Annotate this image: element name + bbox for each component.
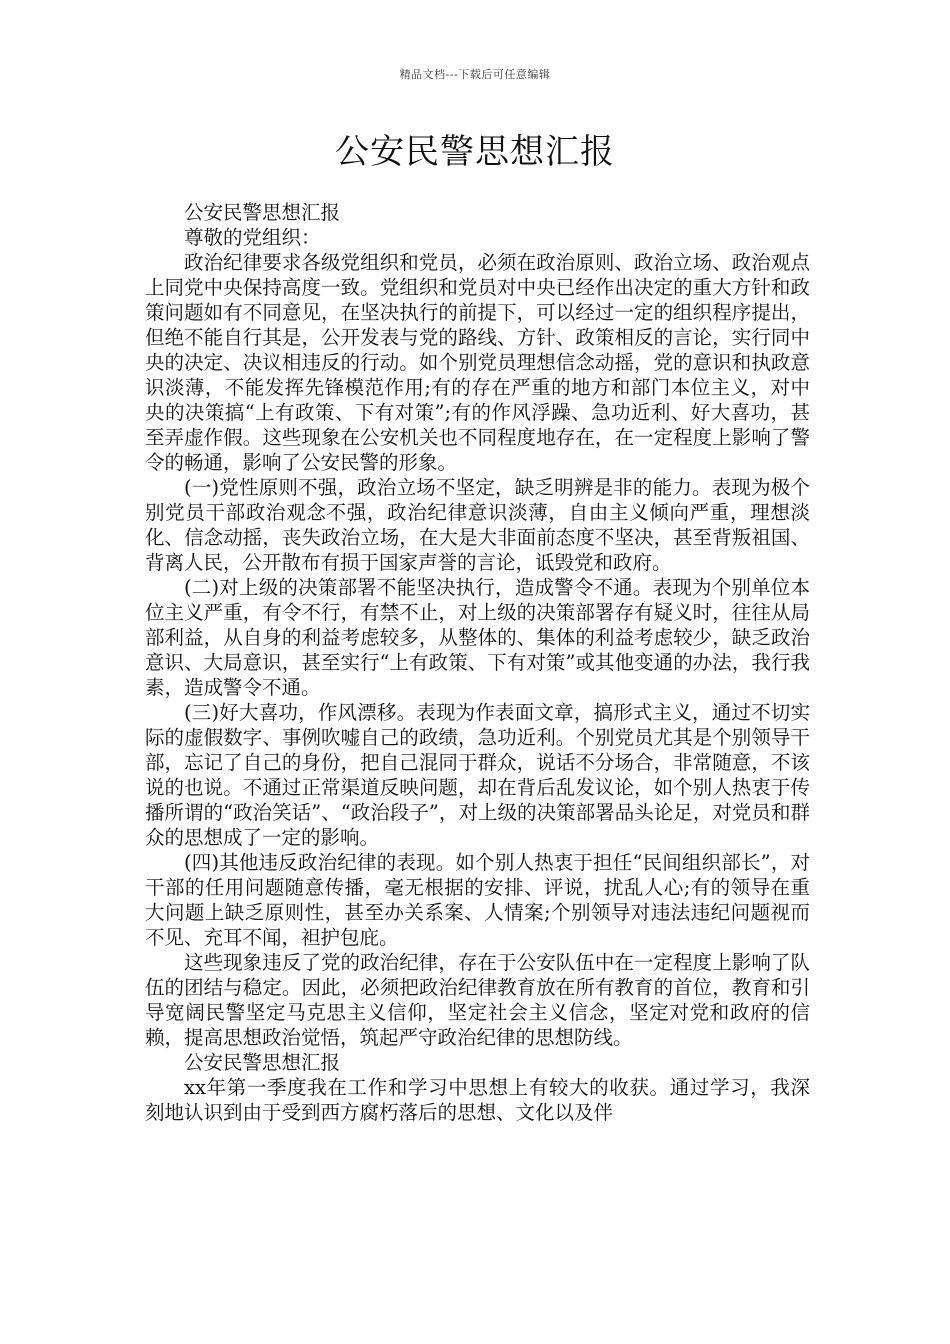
document-body <box>145 200 810 1125</box>
paragraph-5: (二)对上级的决策部署不能坚决执行，造成警令不通。表现为个别单位本位主义严重，有令不行，有禁不止，对上级的决策部署存有疑义时，往往从局部利益，从自身的利益考虑较多，从整体的、集体的利益考虑较少，缺乏政治意识、大局意识，甚至实行“上有政策、下有对策”或其他变通的办法，我行我素，造成警令不通。 <box>145 576 810 699</box>
document-title: 公安民警思想汇报 <box>335 132 615 172</box>
paragraph-1: 公安民警思想汇报 <box>184 201 341 224</box>
paragraph-9: 公安民警思想汇报 <box>184 1051 341 1074</box>
paragraph-6: (三)好大喜功，作风漂移。表现为作表面文章，搞形式主义，通过不切实际的虚假数字、事例吹嘘自己的政绩，急功近利。个别党员尤其是个别领导干部，忘记了自己的身份，把自己混同于群众，说话不分场合，非常随意，不该说的也说。不通过正常渠道反映问题，却在背后乱发议论，如个别人热衷于传播所谓的“政治笑话”、“政治段子”，对上级的决策部署品头论足，对党员和群众的思想成了一定的影响。 <box>145 701 810 849</box>
paragraph-7: (四)其他违反政治纪律的表现。如个别人热衷于担任“民间组织部长”，对干部的任用问题随意传播，毫无根据的安排、评说，扰乱人心;有的领导在重大问题上缺乏原则性，甚至办关系案、人情案;个别领导对违法违纪问题视而不见、充耳不闻，袒护包庇。 <box>145 851 810 949</box>
paragraph-4: (一)党性原则不强，政治立场不坚定，缺乏明辨是非的能力。表现为极个别党员干部政治观念不强，政治纪律意识淡薄，自由主义倾向严重，理想淡化、信念动摇，丧失政治立场，在大是大非面前态度不坚决，甚至背叛祖国、背离人民，公开散布有损于国家声誉的言论，诋毁党和政府。 <box>145 476 810 574</box>
paragraph-10: xx年第一季度我在工作和学习中思想上有较大的收获。通过学习，我深刻地认识到由于受到西方腐朽落后的思想、文化以及伴 <box>145 1076 810 1124</box>
paragraph-3: 政治纪律要求各级党组织和党员，必须在政治原则、政治立场、政治观点上同党中央保持高度一致。党组织和党员对中央已经作出决定的重大方针和政策问题如有不同意见，在坚决执行的前提下，可以经过一定的组织程序提出，但绝不能自行其是，公开发表与党的路线、方针、政策相反的言论，实行同中央的决定、决议相违反的行动。如个别党员理想信念动摇，党的意识和执政意识淡薄，不能发挥先锋模范作用;有的存在严重的地方和部门本位主义，对中央的决策搞“上有政策、下有对策”;有的作风浮躁、急功近利、好大喜功，甚至弄虚作假。这些现象在公安机关也不同程度地存在，在一定程度上影响了警令的畅通，影响了公安民警的形象。 <box>145 251 810 474</box>
page-header-note: 精品文档---下载后可任意编辑 <box>399 68 551 81</box>
paragraph-2: 尊敬的党组织： <box>184 226 321 249</box>
paragraph-8: 这些现象违反了党的政治纪律，存在于公安队伍中在一定程度上影响了队伍的团结与稳定。因此，必须把政治纪律教育放在所有教育的首位，教育和引导宽阔民警坚定马克思主义信仰，坚定社会主义信念，坚定对党和政府的信赖，提高思想政治觉悟，筑起严守政治纪律的思想防线。 <box>145 951 810 1049</box>
